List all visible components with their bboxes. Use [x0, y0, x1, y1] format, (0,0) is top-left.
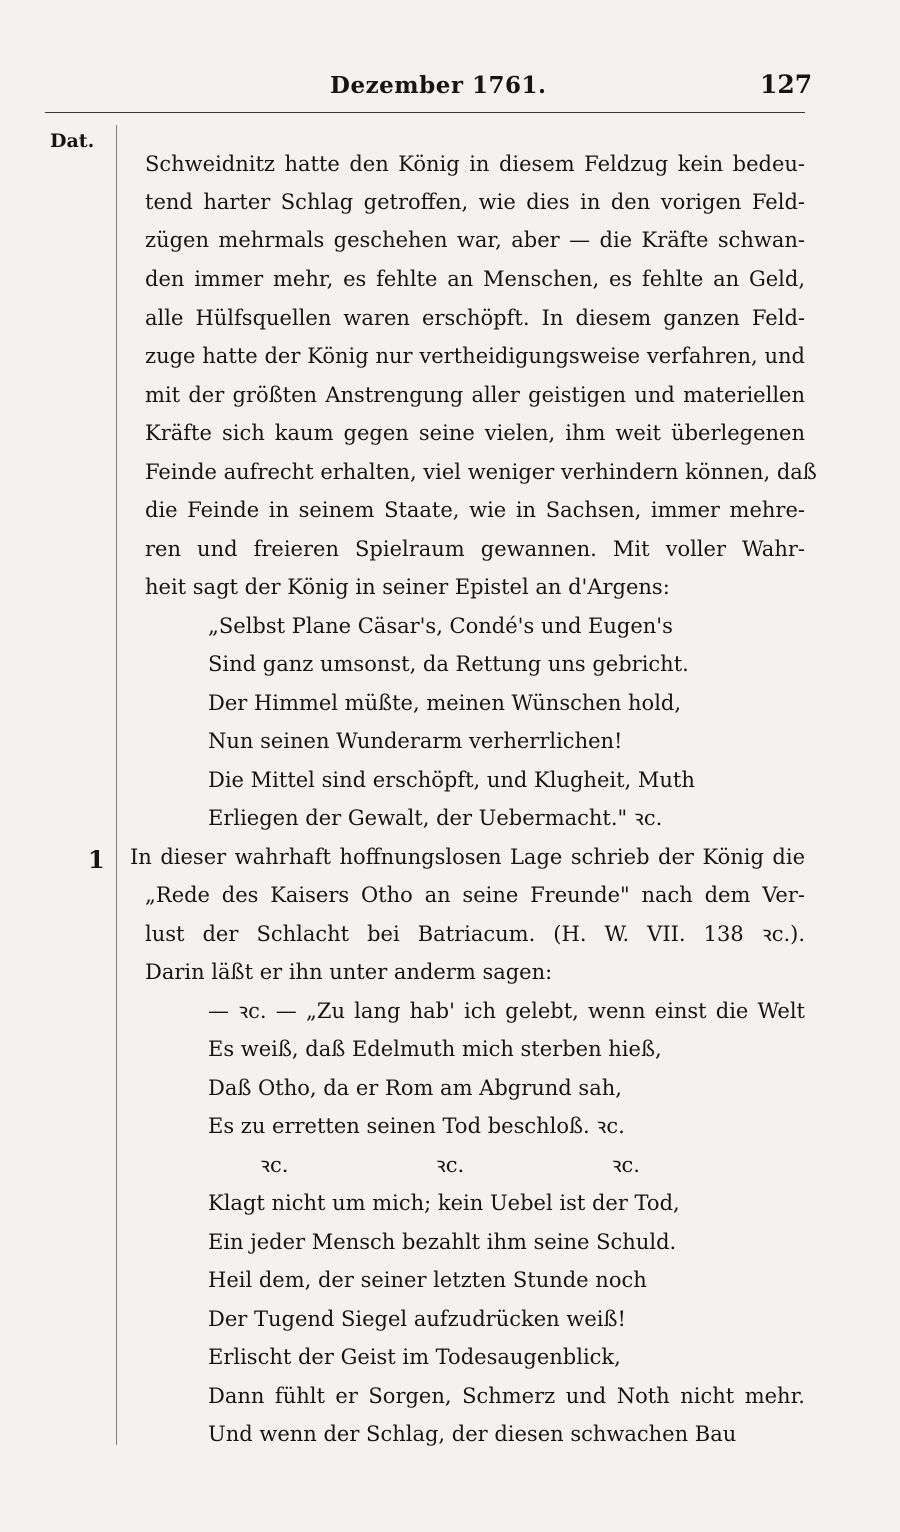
text-line: tend harter Schlag getroffen, wie dies in den vorigen Feld- — [145, 190, 805, 214]
verse-line: — ꝛc. — „Zu lang hab' ich gelebt, wenn einst die Welt — [208, 999, 805, 1023]
verse-line: Die Mittel sind erschöpft, und Klugheit, Muth — [208, 768, 695, 792]
verse-line: Ein jeder Mensch bezahlt ihm seine Schuld. — [208, 1230, 677, 1254]
running-header: Dezember 1761. — [330, 72, 547, 99]
text-line: zügen mehrmals geschehen war, aber — die Kräfte schwan- — [145, 228, 805, 252]
verse-line: Es weiß, daß Edelmuth mich sterben hieß, — [208, 1037, 662, 1061]
text-line: heit sagt der König in seiner Epistel an d'Argens: — [145, 575, 670, 599]
verse-line: Daß Otho, da er Rom am Abgrund sah, — [208, 1076, 622, 1100]
text-line: alle Hülfsquellen waren erschöpft. In diesem ganzen Feld- — [145, 306, 805, 330]
etc-mark: ꝛc. — [611, 1153, 640, 1177]
etc-mark: ꝛc. — [435, 1153, 465, 1177]
text-line: mit der größten Anstrengung aller geistigen und materiellen — [145, 383, 805, 407]
margin-date-label: Dat. — [50, 130, 95, 152]
verse-line: Und wenn der Schlag, der diesen schwachen Bau — [208, 1422, 737, 1446]
header-rule — [45, 112, 805, 113]
verse-line: Dann fühlt er Sorgen, Schmerz und Noth nicht mehr. — [208, 1384, 805, 1408]
verse-line: Es zu erretten seinen Tod beschloß. ꝛc. — [208, 1114, 625, 1138]
text-line: lust der Schlacht bei Batriacum. (H. W. VII. 138 ꝛc.). — [145, 922, 805, 946]
text-line: ren und freieren Spielraum gewannen. Mit voller Wahr- — [145, 537, 805, 561]
verse-line: Der Tugend Siegel aufzudrücken weiß! — [208, 1307, 626, 1331]
text-line: Feinde aufrecht erhalten, viel weniger verhindern können, daß — [145, 460, 817, 484]
verse-line: Sind ganz umsonst, da Rettung uns gebricht. — [208, 652, 689, 676]
verse-line: Der Himmel müßte, meinen Wünschen hold, — [208, 691, 682, 715]
margin-column-rule — [116, 125, 117, 1445]
ellipsis-row — [260, 1151, 640, 1179]
text-line: „Rede des Kaisers Otho an seine Freunde" nach dem Ver- — [145, 883, 805, 907]
text-line: zuge hatte der König nur vertheidigungsweise verfahren, und — [145, 344, 805, 368]
text-line: Kräfte sich kaum gegen seine vielen, ihm weit überlegenen — [145, 421, 805, 445]
verse-line: „Selbst Plane Cäsar's, Condé's und Eugen's — [208, 614, 673, 638]
etc-mark: ꝛc. — [260, 1153, 289, 1177]
margin-date-number: 1 — [88, 845, 105, 874]
verse-line: Klagt nicht um mich; kein Uebel ist der Tod, — [208, 1191, 680, 1215]
text-line: Schweidnitz hatte den König in diesem Feldzug kein bedeu- — [145, 152, 805, 176]
text-line: den immer mehr, es fehlte an Menschen, es fehlte an Geld, — [145, 267, 805, 291]
text-line: In dieser wahrhaft hoffnungslosen Lage schrieb der König die — [130, 845, 805, 869]
verse-line: Nun seinen Wunderarm verherrlichen! — [208, 729, 623, 753]
text-line: Darin läßt er ihn unter anderm sagen: — [145, 960, 553, 984]
verse-line: Heil dem, der seiner letzten Stunde noch — [208, 1268, 647, 1292]
verse-line: Erlischt der Geist im Todesaugenblick, — [208, 1345, 621, 1369]
verse-line: Erliegen der Gewalt, der Uebermacht." ꝛc. — [208, 806, 663, 830]
page-number: 127 — [760, 70, 813, 99]
text-line: die Feinde in seinem Staate, wie in Sachsen, immer mehre- — [145, 498, 805, 522]
